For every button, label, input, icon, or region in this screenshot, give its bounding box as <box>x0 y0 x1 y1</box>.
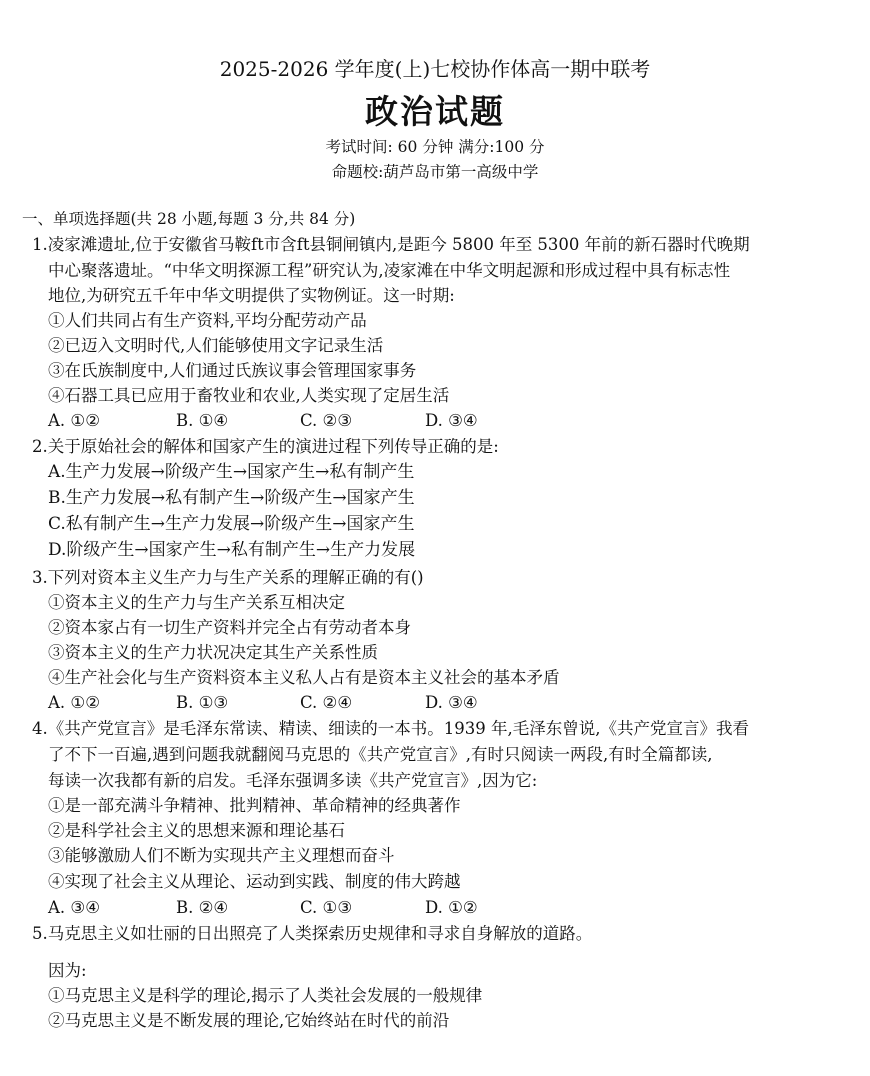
answer-option: D. ③④ <box>425 411 478 430</box>
statement-item: ①资本主义的生产力与生产关系互相决定 <box>48 593 345 612</box>
statement-item: ④生产社会化与生产资料资本主义私人占有是资本主义社会的基本矛盾 <box>48 668 560 687</box>
statement-item: ③能够激励人们不断为实现共产主义理想而奋斗 <box>48 846 395 865</box>
question-text: 了不下一百遍,遇到问题我就翻阅马克思的《共产党宣言》,有时只阅读一两段,有时全篇都读, <box>48 745 713 764</box>
statement-item: ①人们共同占有生产资料,平均分配劳动产品 <box>48 311 367 330</box>
question-text: 每读一次我都有新的启发。毛泽东强调多读《共产党宣言》,因为它: <box>48 771 538 790</box>
question-text: 1.凌家滩遗址,位于安徽省马鞍ft市含ft县铜闸镇内,是距今 5800 年至 5300 年前的新石器时代晚期 <box>32 235 750 254</box>
statement-item: ④实现了社会主义从理论、运动到实践、制度的伟大跨越 <box>48 872 461 891</box>
statement-item: ②资本家占有一切生产资料并完全占有劳动者本身 <box>48 618 411 637</box>
answer-option: A. ①② <box>48 693 100 712</box>
statement-item: ①马克思主义是科学的理论,揭示了人类社会发展的一般规律 <box>48 986 483 1005</box>
answer-option: B. ②④ <box>176 898 229 917</box>
answer-option: A. ③④ <box>48 898 100 917</box>
answer-option: C.私有制产生→生产力发展→阶级产生→国家产生 <box>48 514 415 534</box>
section-heading: 一、单项选择题(共 28 小题,每题 3 分,共 84 分) <box>22 210 356 228</box>
statement-intro: 因为: <box>48 961 87 980</box>
answer-option: C. ①③ <box>300 898 353 917</box>
statement-item: ①是一部充满斗争精神、批判精神、革命精神的经典著作 <box>48 796 461 815</box>
question-text: 4.《共产党宣言》是毛泽东常读、精读、细读的一本书。1939 年,毛泽东曾说,《共产党宣言》我看 <box>32 719 749 738</box>
statement-item: ②是科学社会主义的思想来源和理论基石 <box>48 821 345 840</box>
answer-option: C. ②④ <box>300 693 353 712</box>
answer-option: C. ②③ <box>300 411 353 430</box>
answer-option: B.生产力发展→私有制产生→阶级产生→国家产生 <box>48 488 415 508</box>
answer-option: B. ①③ <box>176 693 229 712</box>
question-text: 5.马克思主义如壮丽的日出照亮了人类探索历史规律和寻求自身解放的道路。 <box>32 924 593 943</box>
answer-option: D. ①② <box>425 898 478 917</box>
answer-option: B. ①④ <box>176 411 229 430</box>
question-text: 3.下列对资本主义生产力与生产关系的理解正确的有() <box>32 568 424 587</box>
question-text: 2.关于原始社会的解体和国家产生的演进过程下列传导正确的是: <box>32 437 499 456</box>
question-text: 地位,为研究五千年中华文明提供了实物例证。这一时期: <box>48 286 455 305</box>
exam-title: 2025-2026 学年度(上)七校协作体高一期中联考 <box>219 57 651 81</box>
answer-option: D.阶级产生→国家产生→私有制产生→生产力发展 <box>48 540 416 560</box>
statement-item: ②已迈入文明时代,人们能够使用文字记录生活 <box>48 336 384 355</box>
statement-item: ②马克思主义是不断发展的理论,它始终站在时代的前沿 <box>48 1011 450 1030</box>
statement-item: ④石器工具已应用于畜牧业和农业,人类实现了定居生活 <box>48 386 450 405</box>
statement-item: ③在氏族制度中,人们通过氏族议事会管理国家事务 <box>48 361 417 380</box>
answer-option: A.生产力发展→阶级产生→国家产生→私有制产生 <box>48 462 415 482</box>
exam-info: 考试时间: 60 分钟 满分:100 分 <box>325 138 545 156</box>
answer-option: A. ①② <box>48 411 100 430</box>
answer-option: D. ③④ <box>425 693 478 712</box>
statement-item: ③资本主义的生产力状况决定其生产关系性质 <box>48 643 378 662</box>
question-text: 中心聚落遗址。“中华文明探源工程”研究认为,凌家滩在中华文明起源和形成过程中具有标志性 <box>48 261 731 280</box>
school-info: 命题校:葫芦岛市第一高级中学 <box>331 163 539 181</box>
subject-title: 政治试题 <box>365 92 505 131</box>
